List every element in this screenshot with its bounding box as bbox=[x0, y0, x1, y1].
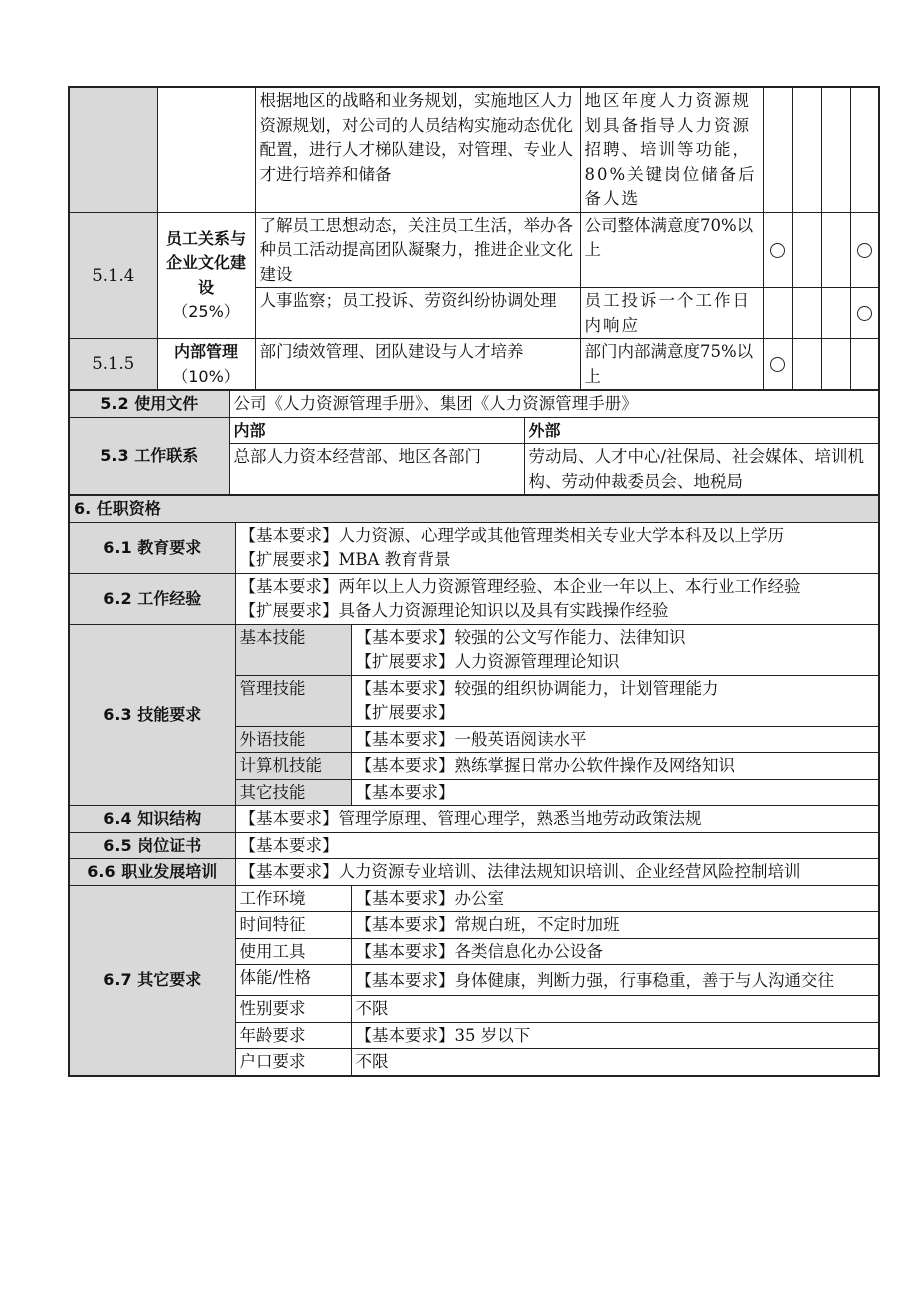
knowledge-value: 【基本要求】管理学原理、管理心理学，熟悉当地劳动政策法规 bbox=[235, 806, 879, 833]
skill-name: 基本技能 bbox=[235, 624, 351, 675]
skill-value: 【基本要求】 bbox=[351, 779, 879, 806]
skill-name: 外语技能 bbox=[235, 726, 351, 753]
circle-mark-icon bbox=[857, 243, 872, 258]
requirement-name: 性别要求 bbox=[235, 996, 351, 1023]
skill-name: 计算机技能 bbox=[235, 753, 351, 780]
skill-value: 【基本要求】较强的公文写作能力、法律知识 【扩展要求】人力资源管理理论知识 bbox=[351, 624, 879, 675]
row-label: 6.4 知识结构 bbox=[69, 806, 235, 833]
other-requirement-row bbox=[69, 885, 879, 912]
task-weight: （10%） bbox=[172, 366, 240, 386]
education-value: 【基本要求】人力资源、心理学或其他管理类相关专业大学本科及以上学历 【扩展要求】MBA 教育背景 bbox=[235, 522, 879, 573]
section-6-title-row bbox=[69, 495, 879, 522]
row-label: 6.6 职业发展培训 bbox=[69, 859, 235, 886]
row-label: 6.3 技能要求 bbox=[69, 624, 235, 806]
circle-mark-icon bbox=[770, 357, 785, 372]
requirement-value: 不限 bbox=[351, 1049, 879, 1076]
task-name: 内部管理 （10%） bbox=[157, 339, 255, 391]
section-number: 5.1.4 bbox=[69, 212, 157, 339]
requirement-name: 使用工具 bbox=[235, 938, 351, 965]
task-description: 部门绩效管理、团队建设与人才培养 bbox=[255, 339, 580, 391]
requirement-name: 时间特征 bbox=[235, 912, 351, 939]
row-label: 6.1 教育要求 bbox=[69, 522, 235, 573]
documents-row bbox=[69, 390, 879, 417]
training-row bbox=[69, 859, 879, 886]
contacts-header-row bbox=[69, 417, 879, 444]
task-standard: 公司整体满意度70%以上 bbox=[580, 212, 763, 288]
documents-contacts-table bbox=[68, 389, 880, 496]
skill-value: 【基本要求】熟练掌握日常办公软件操作及网络知识 bbox=[351, 753, 879, 780]
requirement-value: 【基本要求】身体健康，判断力强，行事稳重，善于与人沟通交往 bbox=[351, 965, 879, 996]
requirement-name: 工作环境 bbox=[235, 885, 351, 912]
requirement-name: 户口要求 bbox=[235, 1049, 351, 1076]
row-label: 6.7 其它要求 bbox=[69, 885, 235, 1076]
row-label: 5.3 工作联系 bbox=[69, 417, 229, 495]
task-description: 根据地区的战略和业务规划，实施地区人力资源规划，对公司的人员结构实施动态优化配置，进行人才梯队建设，对管理、专业人才进行培养和储备 bbox=[255, 87, 580, 212]
training-value: 【基本要求】人力资源专业培训、法律法规知识培训、企业经营风险控制培训 bbox=[235, 859, 879, 886]
experience-value: 【基本要求】两年以上人力资源管理经验、本企业一年以上、本行业工作经验 【扩展要求】具备人力资源理论知识以及具有实践操作经验 bbox=[235, 573, 879, 624]
section-title: 6. 任职资格 bbox=[69, 495, 879, 522]
external-header: 外部 bbox=[524, 417, 879, 444]
skill-name: 管理技能 bbox=[235, 675, 351, 726]
requirement-name: 体能/性格 bbox=[235, 965, 351, 996]
task-standard: 部门内部满意度75%以上 bbox=[580, 339, 763, 391]
task-standard: 员工投诉一个工作日内响应 bbox=[580, 288, 763, 339]
knowledge-row bbox=[69, 806, 879, 833]
row-label: 6.5 岗位证书 bbox=[69, 832, 235, 859]
kpi-row-planning bbox=[69, 87, 879, 212]
skill-value: 【基本要求】较强的组织协调能力，计划管理能力 【扩展要求】 bbox=[351, 675, 879, 726]
task-standard: 地区年度人力资源规划具备指导人力资源招聘、培训等功能，80%关键岗位储备后备人选 bbox=[580, 87, 763, 212]
kpi-row-internal-management bbox=[69, 339, 879, 391]
education-row bbox=[69, 522, 879, 573]
task-name-cell bbox=[157, 87, 255, 212]
kpi-row-employee-relations-1 bbox=[69, 212, 879, 288]
row-label: 6.2 工作经验 bbox=[69, 573, 235, 624]
certificate-value: 【基本要求】 bbox=[235, 832, 879, 859]
skill-row bbox=[69, 624, 879, 675]
task-description: 了解员工思想动态，关注员工生活，举办各种员工活动提高团队凝聚力，推进企业文化建设 bbox=[255, 212, 580, 288]
internal-header: 内部 bbox=[229, 417, 524, 444]
requirement-value: 【基本要求】35 岁以下 bbox=[351, 1022, 879, 1049]
job-description-document bbox=[68, 86, 878, 1077]
skill-name: 其它技能 bbox=[235, 779, 351, 806]
section-number: 5.1.5 bbox=[69, 339, 157, 391]
external-contacts: 劳动局、人才中心/社保局、社会媒体、培训机构、劳动仲裁委员会、地税局 bbox=[524, 444, 879, 496]
qualifications-table bbox=[68, 494, 880, 1077]
requirement-value: 不限 bbox=[351, 996, 879, 1023]
skill-value: 【基本要求】一般英语阅读水平 bbox=[351, 726, 879, 753]
requirement-value: 【基本要求】办公室 bbox=[351, 885, 879, 912]
requirement-value: 【基本要求】常规白班，不定时加班 bbox=[351, 912, 879, 939]
kpi-table bbox=[68, 86, 880, 391]
task-description: 人事监察；员工投诉、劳资纠纷协调处理 bbox=[255, 288, 580, 339]
internal-contacts: 总部人力资本经营部、地区各部门 bbox=[229, 444, 524, 496]
circle-mark-icon bbox=[857, 306, 872, 321]
documents-value: 公司《人力资源管理手册》、集团《人力资源管理手册》 bbox=[229, 390, 879, 417]
section-number-cell bbox=[69, 87, 157, 212]
task-name: 员工关系与企业文化建设 （25%） bbox=[157, 212, 255, 339]
task-weight: （25%） bbox=[172, 302, 240, 322]
experience-row bbox=[69, 573, 879, 624]
requirement-name: 年龄要求 bbox=[235, 1022, 351, 1049]
row-label: 5.2 使用文件 bbox=[69, 390, 229, 417]
requirement-value: 【基本要求】各类信息化办公设备 bbox=[351, 938, 879, 965]
certificate-row bbox=[69, 832, 879, 859]
circle-mark-icon bbox=[770, 243, 785, 258]
